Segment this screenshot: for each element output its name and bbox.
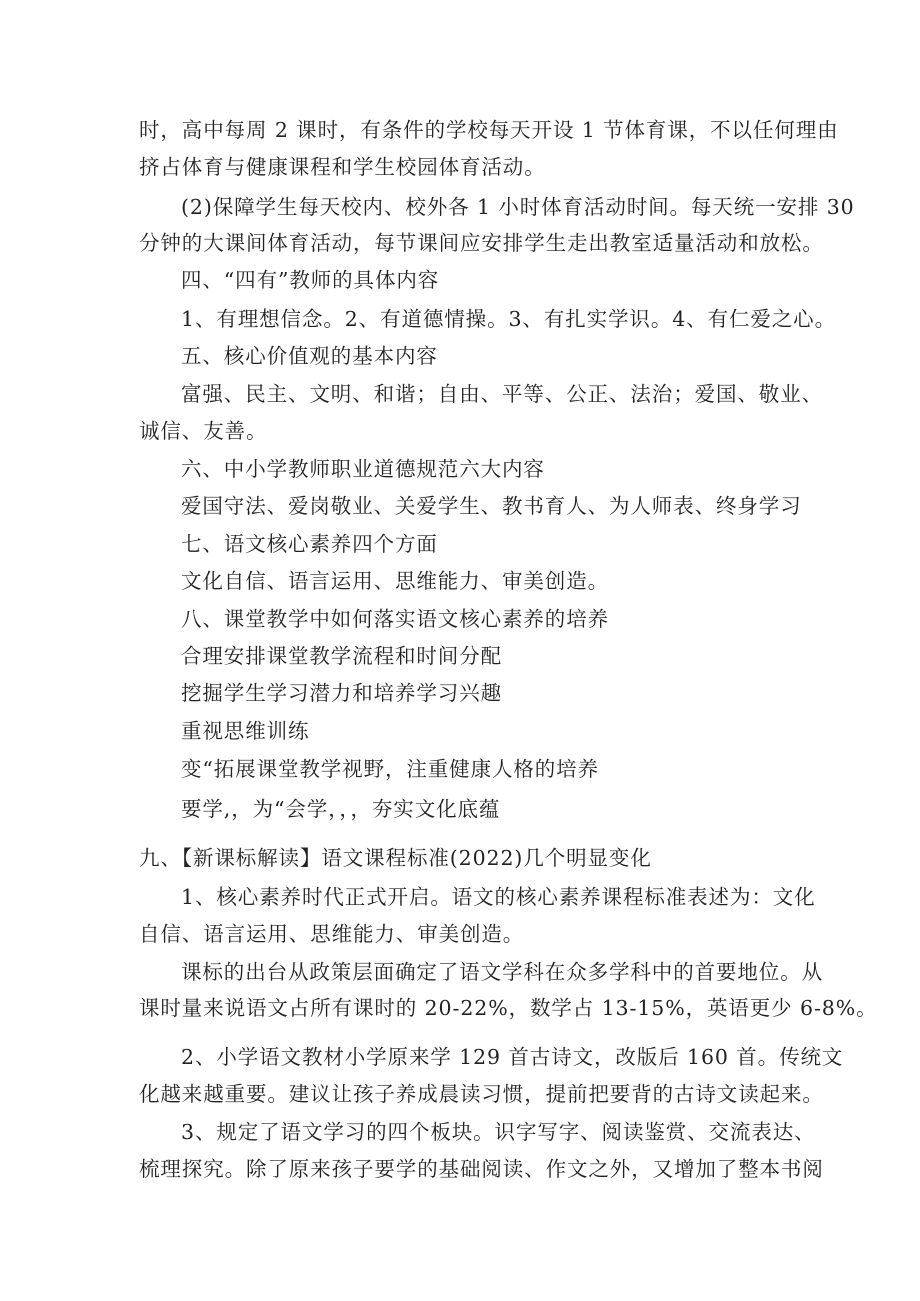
text-line: 重视思维训练 <box>181 719 310 743</box>
text-line: 2、小学语文教材小学原来学 129 首古诗文，改版后 160 首。传统文 <box>181 1045 844 1069</box>
section-heading: 八、课堂教学中如何落实语文核心素养的培养 <box>181 607 609 631</box>
text-line: 爱国守法、爱岗敬业、关爱学生、教书育人、为人师表、终身学习 <box>181 494 802 518</box>
text-line: 课时量来说语文占所有课时的 20-22%，数学占 13-15%，英语更少 6-8%。 <box>139 996 878 1020</box>
section-heading: 六、中小学教师职业道德规范六大内容 <box>181 457 545 481</box>
text-line: 挤占体育与健康课程和学生校园体育活动。 <box>139 155 546 179</box>
text-line: 课标的出台从政策层面确定了语文学科在众多学科中的首要地位。从 <box>181 960 823 984</box>
text-line: 1、有理想信念。2、有道德情操。3、有扎实学识。4、有仁爱之心。 <box>181 307 836 331</box>
section-heading: 五、核心价值观的基本内容 <box>181 344 438 368</box>
section-heading: 九、【新课标解读】语文课程标准(2022)几个明显变化 <box>139 846 652 870</box>
text-line: 变“拓展课堂教学视野，注重健康人格的培养 <box>181 757 599 781</box>
section-heading: 四、“四有”教师的具体内容 <box>181 268 440 292</box>
text-line: 时，高中每周 2 课时，有条件的学校每天开设 1 节体育课，不以任何理由 <box>139 118 839 142</box>
text-line: 自信、语言运用、思维能力、审美创造。 <box>139 922 525 946</box>
text-line: 合理安排课堂教学流程和时间分配 <box>181 644 502 668</box>
text-line: 3、规定了语文学习的四个板块。识字写字、阅读鉴赏、交流表达、 <box>181 1120 816 1144</box>
text-line: 分钟的大课间体育活动，每节课间应安排学生走出教室适量活动和放松。 <box>139 231 824 255</box>
text-line: (2)保障学生每天校内、校外各 1 小时体育活动时间。每天统一安排 30 <box>181 195 855 219</box>
text-line: 富强、民主、文明、和谐；自由、平等、公正、法治；爱国、敬业、 <box>181 382 823 406</box>
text-line: 化越来越重要。建议让孩子养成晨读习惯，提前把要背的古诗文读起来。 <box>139 1082 824 1106</box>
text-line: 文化自信、语言运用、思维能力、审美创造。 <box>181 569 609 593</box>
text-line: 梳理探究。除了原来孩子要学的基础阅读、作文之外，又增加了整本书阅 <box>139 1157 824 1181</box>
text-line: 要学,，为“会学，，，夯实文化底蕴 <box>181 797 501 821</box>
text-line: 挖掘学生学习潜力和培养学习兴趣 <box>181 681 502 705</box>
section-heading: 七、语文核心素养四个方面 <box>181 532 438 556</box>
text-line: 诚信、友善。 <box>139 419 268 443</box>
text-line: 1、核心素养时代正式开启。语文的核心素养课程标准表述为：文化 <box>181 885 816 909</box>
